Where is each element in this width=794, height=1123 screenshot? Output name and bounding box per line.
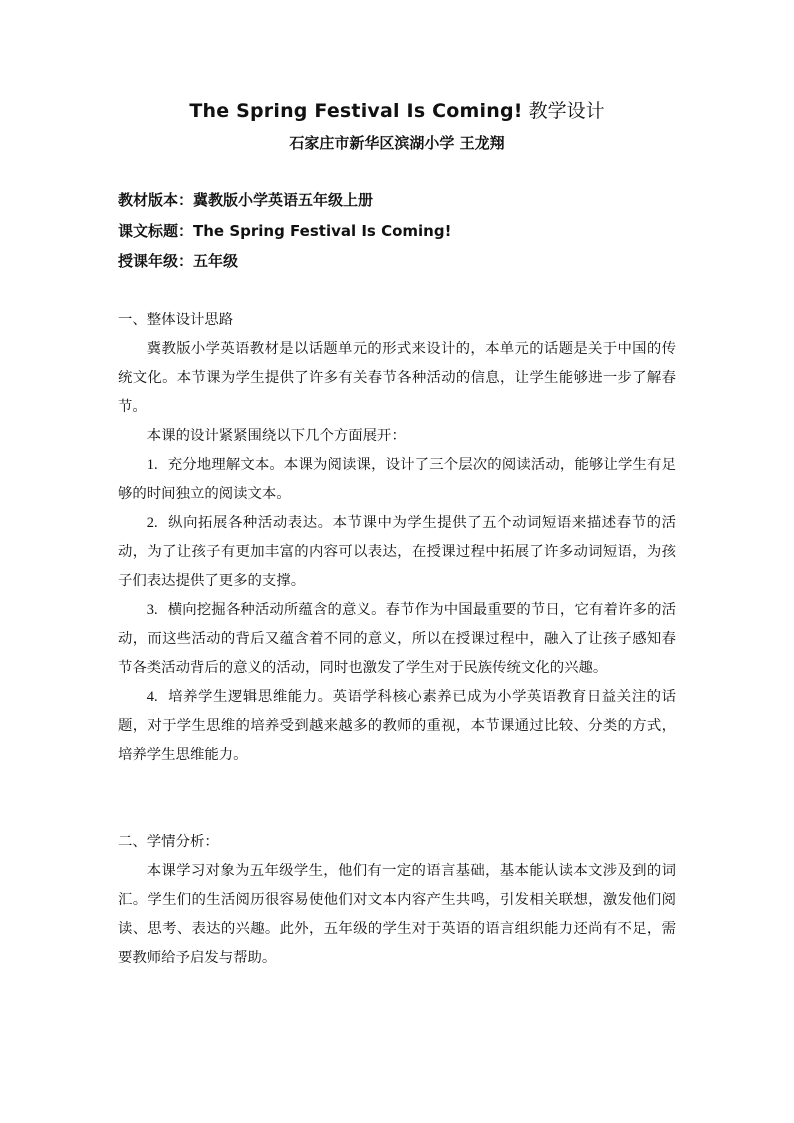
list-number: 4. bbox=[146, 689, 158, 705]
list-number: 2. bbox=[146, 515, 158, 531]
list-number: 3. bbox=[146, 602, 158, 618]
meta-grade-label: 授课年级： bbox=[118, 252, 194, 270]
list-text: 充分地理解文本。本课为阅读课，设计了三个层次的阅读活动，能够让学生有足够的时间独立的阅读文本。 bbox=[118, 457, 676, 502]
meta-grade-value: 五年级 bbox=[193, 252, 239, 270]
list-item bbox=[118, 451, 676, 509]
list-item bbox=[118, 683, 676, 770]
paragraph: 冀教版小学英语教材是以话题单元的形式来设计的，本单元的话题是关于中国的传统文化。本节课为学生提供了许多有关春节各种活动的信息，让学生能够进一步了解春节。 bbox=[118, 341, 676, 415]
list-item bbox=[118, 596, 676, 683]
paragraph: 本课学习对象为五年级学生，他们有一定的语言基础，基本能认读本文涉及到的词汇。学生们的生活阅历很容易使他们对文本内容产生共鸣，引发相关联想，激发他们阅读、思考、表达的兴趣。此外，五年级的学生对于英语的语言组织能力还尚有不足，需要教师给予启发与帮助。 bbox=[118, 863, 676, 966]
meta-grade bbox=[118, 250, 678, 272]
list-text: 横向挖掘各种活动所蕴含的意义。春节作为中国最重要的节日，它有着许多的活动，而这些活动的背后又蕴含着不同的意义，所以在授课过程中，融入了让孩子感知春节各类活动背后的意义的活动，同时也激发了学生对于民族传统文化的兴趣。 bbox=[118, 602, 676, 676]
section-heading: 二、学情分析： bbox=[118, 834, 219, 850]
paragraph: 本课的设计紧紧围绕以下几个方面展开： bbox=[146, 428, 406, 444]
document-title bbox=[0, 97, 794, 125]
meta-textbook-value: 冀教版小学英语五年级上册 bbox=[193, 191, 374, 209]
meta-lesson-value: The Spring Festival Is Coming! bbox=[193, 222, 452, 240]
list-number: 1. bbox=[146, 457, 158, 473]
section-design-ideas bbox=[118, 306, 676, 770]
meta-textbook-label: 教材版本： bbox=[118, 191, 194, 209]
meta-textbook bbox=[118, 189, 678, 211]
section-learner-analysis bbox=[118, 828, 676, 973]
list-item bbox=[118, 509, 676, 596]
title-chinese: 教学设计 bbox=[528, 100, 605, 122]
list-text: 培养学生逻辑思维能力。英语学科核心素养已成为小学英语教育日益关注的话题，对于学生思维的培养受到越来越多的教师的重视，本节课通过比较、分类的方式，培养学生思维能力。 bbox=[118, 689, 676, 763]
section-heading: 一、整体设计思路 bbox=[118, 312, 234, 328]
meta-lesson bbox=[118, 220, 678, 242]
list-text: 纵向拓展各种活动表达。本节课中为学生提供了五个动词短语来描述春节的活动，为了让孩子有更加丰富的内容可以表达，在授课过程中拓展了许多动词短语，为孩子们表达提供了更多的支撑。 bbox=[118, 515, 676, 589]
title-english: The Spring Festival Is Coming! bbox=[189, 100, 523, 122]
meta-lesson-label: 课文标题： bbox=[118, 222, 194, 240]
author-line: 石家庄市新华区滨湖小学 王龙翔 bbox=[289, 134, 505, 152]
